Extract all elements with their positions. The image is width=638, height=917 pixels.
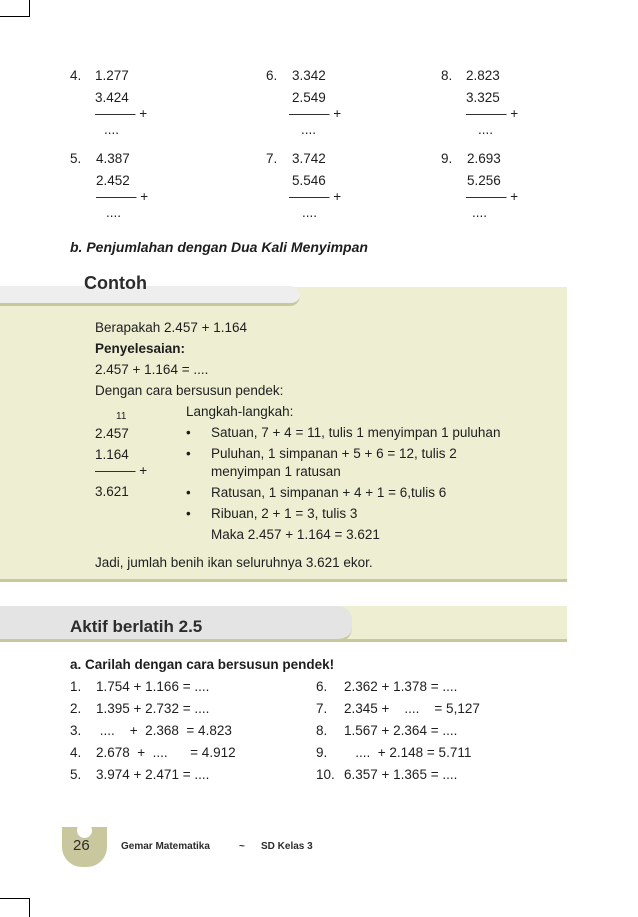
- book-title: Gemar Matematika: [121, 841, 210, 852]
- sum-line: ——— +: [466, 106, 519, 121]
- addend-b: 2.452: [96, 173, 130, 188]
- addend-a: 1.277: [95, 68, 129, 83]
- exercise-number: 5.: [70, 767, 82, 782]
- exercise-title: Aktif berlatih 2.5: [70, 617, 203, 636]
- carry-digits: 11: [116, 411, 127, 422]
- stack-addend-a: 2.457: [95, 426, 129, 441]
- crop-mark: [29, 0, 30, 17]
- exercise-number: 7.: [316, 701, 328, 716]
- exercise-text: 2.345 + .... = 5,127: [344, 701, 480, 716]
- exercise-text: .... + 2.368 = 4.823: [96, 723, 232, 738]
- sum-result: ....: [478, 122, 494, 137]
- exercise-instruction: a. Carilah dengan cara bersusun pendek!: [70, 657, 335, 672]
- addend-b: 5.256: [467, 173, 501, 188]
- sum-line: ——— +: [289, 189, 342, 204]
- problem-number: 5.: [70, 151, 82, 166]
- page-badge-dot: [77, 823, 92, 838]
- example-question: Berapakah 2.457 + 1.164: [95, 320, 248, 335]
- exercise-number: 1.: [70, 679, 82, 694]
- steps-title: Langkah-langkah:: [186, 404, 294, 419]
- exercise-text: 1.754 + 1.166 = ....: [96, 679, 210, 694]
- exercise-number: 6.: [316, 679, 328, 694]
- grade-label: SD Kelas 3: [261, 841, 313, 852]
- step-item-continued: menyimpan 1 ratusan: [211, 464, 341, 479]
- page-number: 26: [73, 837, 90, 854]
- addend-a: 2.823: [466, 68, 500, 83]
- addend-a: 3.742: [292, 151, 326, 166]
- addend-b: 3.325: [466, 90, 500, 105]
- addend-a: 3.342: [292, 68, 326, 83]
- addend-b: 5.546: [292, 173, 326, 188]
- problem-number: 4.: [70, 68, 82, 83]
- crop-mark: [0, 898, 30, 899]
- crop-mark: [0, 16, 30, 17]
- stack-addend-b: 1.164: [95, 447, 129, 462]
- solution-label: Penyelesaian:: [95, 341, 186, 356]
- problem-number: 8.: [441, 68, 453, 83]
- sum-result: ....: [472, 205, 488, 220]
- crop-mark: [29, 898, 30, 917]
- addend-b: 3.424: [95, 90, 129, 105]
- step-item: Ratusan, 1 simpanan + 4 + 1 = 6,tulis 6: [211, 485, 447, 500]
- sum-result: ....: [104, 122, 120, 137]
- exercise-number: 2.: [70, 701, 82, 716]
- problem-number: 6.: [266, 68, 278, 83]
- exercise-number: 3.: [70, 723, 82, 738]
- problem-number: 7.: [266, 151, 278, 166]
- exercise-text: 2.678 + .... = 4.912: [96, 745, 236, 760]
- exercise-number: 8.: [316, 723, 328, 738]
- method-text: Dengan cara bersusun pendek:: [95, 383, 284, 398]
- exercise-number: 10.: [316, 767, 335, 782]
- step-item: Satuan, 7 + 4 = 11, tulis 1 menyimpan 1 puluhan: [211, 425, 501, 440]
- bullet: •: [186, 485, 191, 500]
- exercise-text: .... + 2.148 = 5.711: [344, 745, 472, 760]
- section-heading: b. Penjumlahan dengan Dua Kali Menyimpan: [70, 239, 368, 255]
- conclusion-text: Jadi, jumlah benih ikan seluruhnya 3.621 ekor.: [95, 555, 373, 570]
- exercise-text: 1.395 + 2.732 = ....: [96, 701, 210, 716]
- addend-b: 2.549: [292, 90, 326, 105]
- example-title: Contoh: [84, 273, 147, 293]
- problem-number: 9.: [441, 151, 453, 166]
- sum-result: ....: [302, 205, 318, 220]
- exercise-text: 3.974 + 2.471 = ....: [96, 767, 210, 782]
- sum-result: ....: [106, 205, 122, 220]
- bullet: •: [186, 506, 191, 521]
- step-final: Maka 2.457 + 1.164 = 3.621: [211, 527, 380, 542]
- example-equation: 2.457 + 1.164 = ....: [95, 362, 209, 377]
- footer-separator: ~: [239, 841, 245, 852]
- exercise-number: 9.: [316, 745, 328, 760]
- exercise-text: 6.357 + 1.365 = ....: [344, 767, 458, 782]
- bullet: •: [186, 425, 191, 440]
- stack-result: 3.621: [95, 484, 129, 499]
- example-tab: [0, 286, 300, 306]
- addend-a: 4.387: [96, 151, 130, 166]
- sum-line: ——— +: [289, 106, 342, 121]
- sum-line: ——— +: [96, 189, 149, 204]
- bullet: •: [186, 446, 191, 461]
- step-item: Ribuan, 2 + 1 = 3, tulis 3: [211, 506, 358, 521]
- sum-result: ....: [301, 122, 317, 137]
- addend-a: 2.693: [467, 151, 501, 166]
- sum-line: ——— +: [95, 106, 148, 121]
- stack-line: ——— +: [95, 463, 148, 478]
- exercise-text: 1.567 + 2.364 = ....: [344, 723, 458, 738]
- step-item: Puluhan, 1 simpanan + 5 + 6 = 12, tulis 2: [211, 446, 457, 461]
- sum-line: ——— +: [466, 189, 519, 204]
- exercise-number: 4.: [70, 745, 82, 760]
- exercise-text: 2.362 + 1.378 = ....: [344, 679, 458, 694]
